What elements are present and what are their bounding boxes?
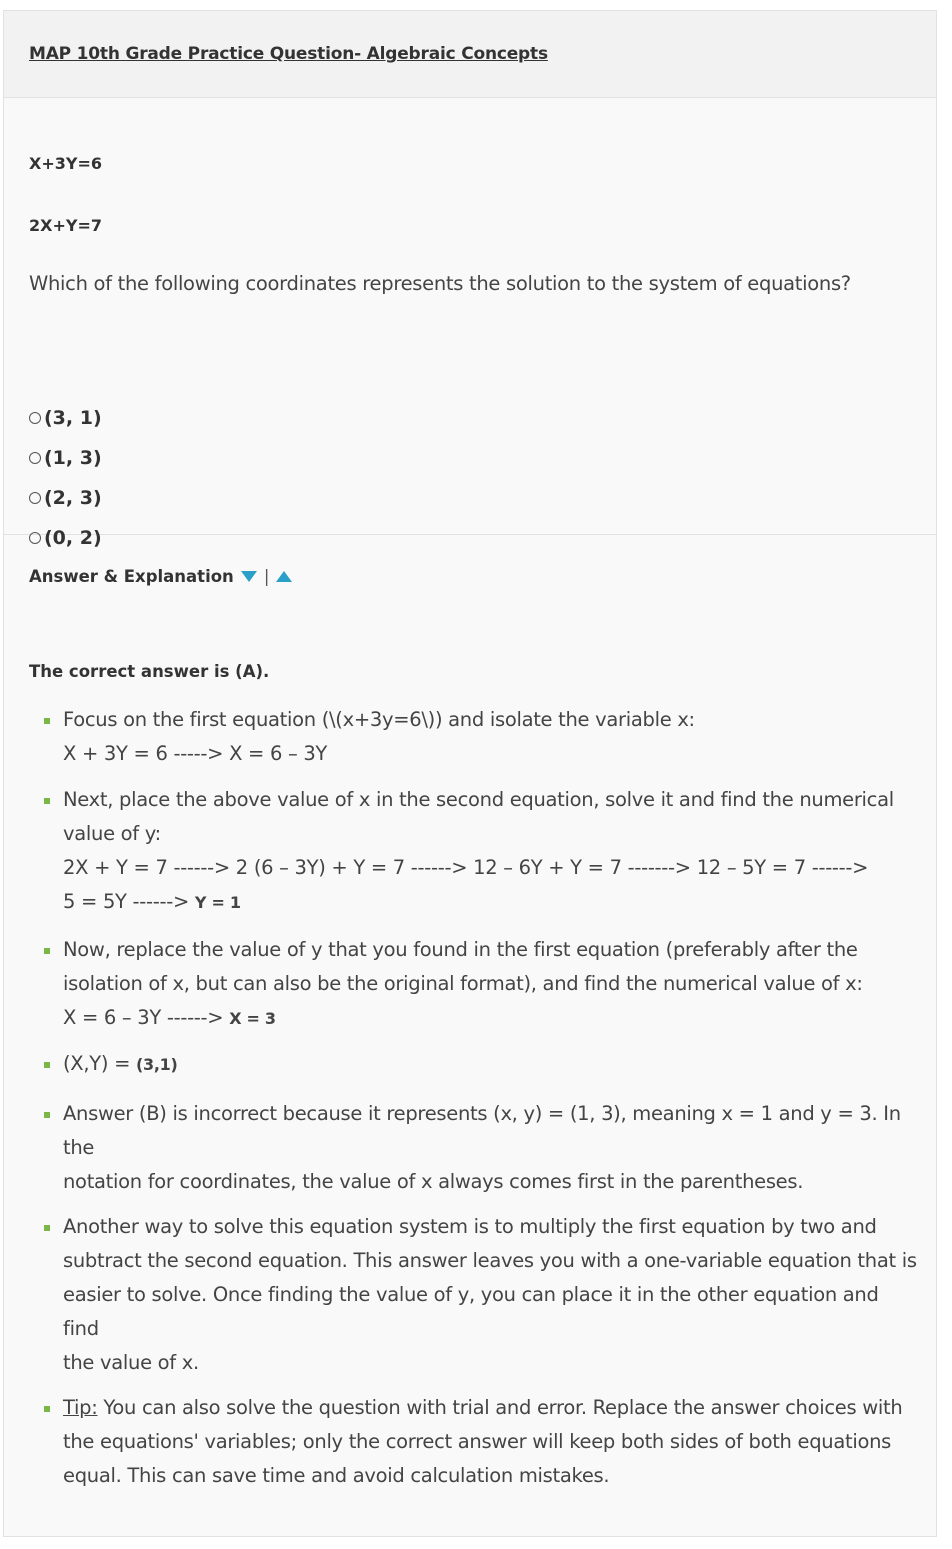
equation-text: X = 6 – 3Y ------>: [63, 1006, 230, 1029]
list-item-text: Answer (B) is incorrect because it represents (x, y) = (1, 3), meaning x = 1 and y = 3. In the: [63, 1102, 901, 1159]
question-section: [4, 98, 936, 549]
page-title[interactable]: MAP 10th Grade Practice Question- Algebraic Concepts: [29, 44, 548, 64]
question-prompt: Which of the following coordinates represents the solution to the system of equations?: [29, 272, 851, 295]
answer-option-b[interactable]: [29, 447, 102, 469]
bullet-icon: [44, 1406, 50, 1412]
bullet-icon: [44, 798, 50, 804]
tip-text: You can also solve the question with trial and error. Replace the answer choices with: [97, 1396, 903, 1419]
equation-2: 2X+Y=7: [29, 216, 102, 235]
bullet-icon: [44, 1112, 50, 1118]
list-item-text: the value of x.: [63, 1351, 199, 1374]
list-item-text: Another way to solve this equation system is to multiply the first equation by two and: [63, 1215, 877, 1238]
equation-text: (X,Y) =: [63, 1052, 137, 1075]
answer-heading: Answer & Explanation: [29, 567, 234, 586]
bullet-icon: [44, 948, 50, 954]
option-label: (0, 2): [44, 527, 102, 549]
bullet-icon: [44, 1062, 50, 1068]
option-label: (3, 1): [44, 407, 102, 429]
list-item: [63, 1391, 918, 1493]
radio-button-icon[interactable]: [29, 492, 41, 504]
result-value: Y = 1: [194, 893, 241, 912]
answer-toggle[interactable]: [29, 567, 292, 586]
equation-text: 5 = 5Y ------>: [63, 890, 195, 913]
list-item-text: isolation of x, but can also be the original format), and find the numerical value of x:: [63, 972, 863, 995]
list-item-text: Focus on the first equation (\(x+3y=6\)) and isolate the variable x:: [63, 708, 695, 731]
equation-1: X+3Y=6: [29, 154, 102, 173]
list-item-text: subtract the second equation. This answer leaves you with a one-variable equation that is: [63, 1249, 917, 1272]
list-item-text: [63, 1047, 918, 1082]
tip-label: Tip:: [63, 1396, 98, 1419]
list-item: [63, 1210, 918, 1380]
list-item-text: Now, replace the value of y that you found in the first equation (preferably after the: [63, 938, 858, 961]
list-item-text: the equations' variables; only the correct answer will keep both sides of both equations: [63, 1430, 891, 1453]
result-value: X = 3: [229, 1009, 276, 1028]
list-item-text: Next, place the above value of x in the second equation, solve it and find the numerical: [63, 788, 894, 811]
toggle-separator: |: [263, 567, 270, 586]
list-item-text: value of y:: [63, 822, 161, 845]
list-item-text: [63, 885, 918, 920]
list-item-text: [63, 1391, 918, 1425]
option-label: (2, 3): [44, 487, 102, 509]
list-item-text: [63, 1001, 918, 1036]
answer-option-d[interactable]: [29, 527, 102, 549]
bullet-icon: [44, 1225, 50, 1231]
list-item: [63, 933, 918, 1036]
bullet-icon: [44, 718, 50, 724]
list-item-text: easier to solve. Once finding the value of y, you can place it in the other equation and find: [63, 1283, 879, 1340]
answer-option-c[interactable]: [29, 487, 102, 509]
list-item-text: equal. This can save time and avoid calculation mistakes.: [63, 1464, 610, 1487]
result-value: (3,1): [136, 1055, 178, 1074]
list-item: [63, 1047, 918, 1082]
card-header: [4, 11, 936, 98]
list-item: [63, 703, 918, 771]
list-item: [63, 1097, 918, 1199]
option-label: (1, 3): [44, 447, 102, 469]
list-item-text: notation for coordinates, the value of x always comes first in the parentheses.: [63, 1170, 804, 1193]
question-card: [3, 10, 937, 1537]
expand-triangle-icon[interactable]: [241, 571, 257, 582]
answer-option-a[interactable]: [29, 407, 102, 429]
collapse-triangle-icon[interactable]: [276, 571, 292, 582]
radio-button-icon[interactable]: [29, 532, 41, 544]
list-item: [63, 783, 918, 920]
list-item-text: X + 3Y = 6 -----> X = 6 – 3Y: [63, 742, 328, 765]
list-item-text: 2X + Y = 7 ------> 2 (6 – 3Y) + Y = 7 ------> 12 – 6Y + Y = 7 -------> 12 – 5Y = 7 ------>: [63, 856, 869, 879]
radio-button-icon[interactable]: [29, 452, 41, 464]
correct-answer: The correct answer is (A).: [29, 662, 270, 681]
radio-button-icon[interactable]: [29, 412, 41, 424]
